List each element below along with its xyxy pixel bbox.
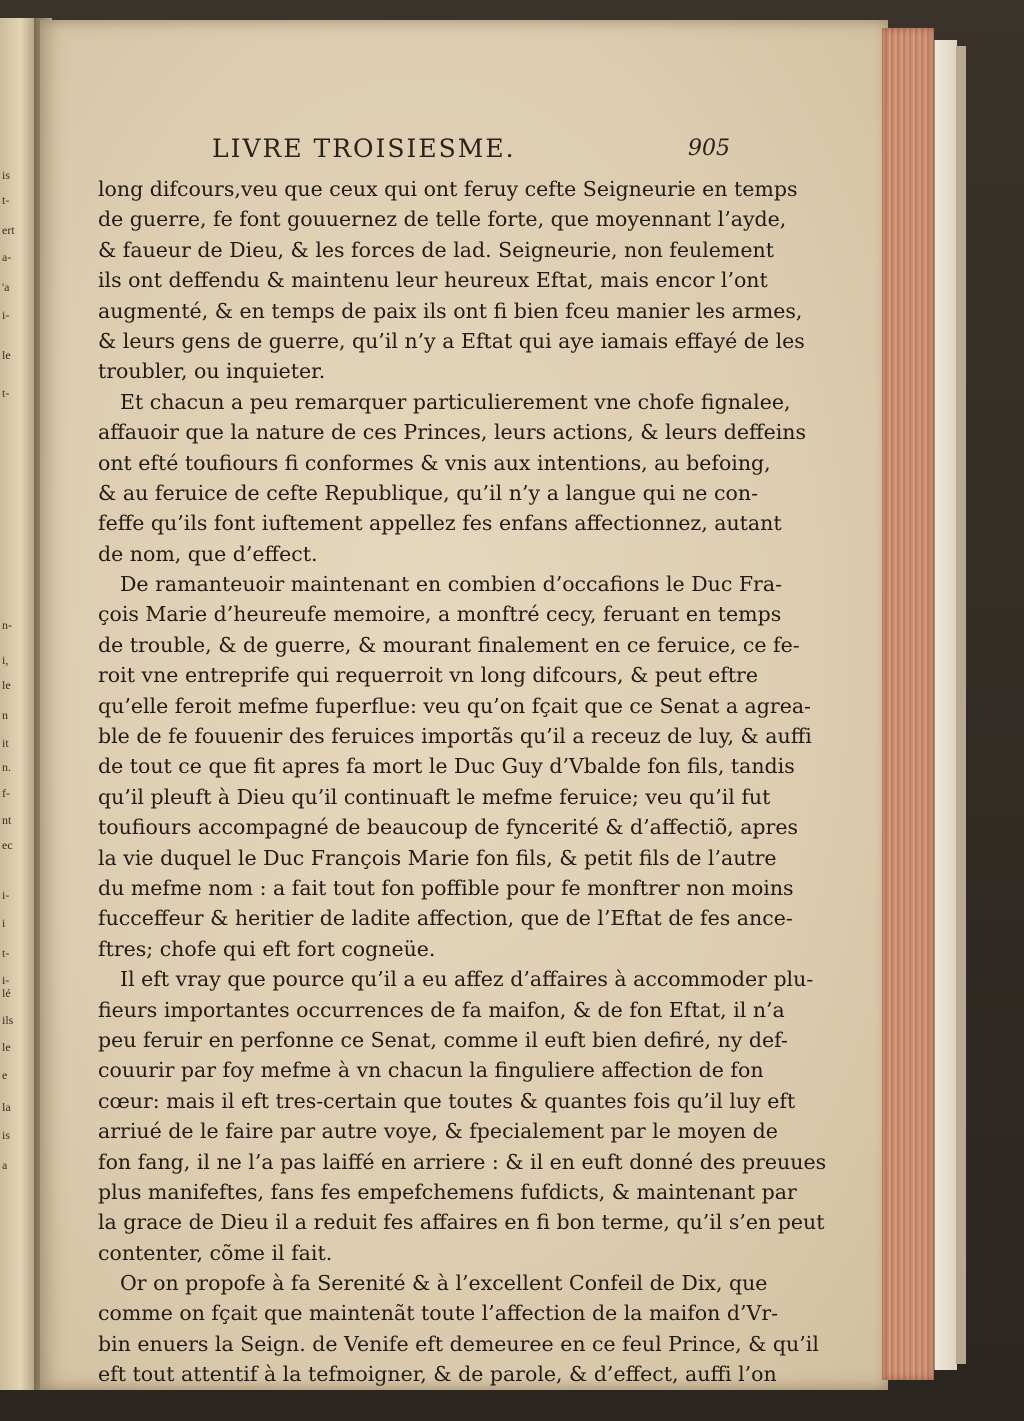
text-line: troubler, ou inquieter.	[98, 359, 326, 384]
text-line: peu feruir en perfonne ce Senat, comme il euft bien defiré, ny def-	[98, 1027, 788, 1052]
text-line: eft tout attentif à la tefmoigner, & de parole, & d’effect, auffi l’on	[98, 1362, 777, 1387]
left-page-fragment: n	[2, 708, 8, 722]
text-line: contenter, cõme il fait.	[98, 1240, 333, 1265]
text-line: feffe qu’ils font iuftement appellez fes enfans affectionnez, autant	[98, 511, 782, 536]
left-page-fragment: t-	[2, 193, 10, 207]
text-line: qu’elle feroit mefme fuperflue: veu qu’on fçait que ce Senat a agrea-	[98, 693, 811, 718]
left-page-fragment: le	[2, 1040, 11, 1054]
text-line: fucceffeur & heritier de ladite affection, que de l’Eftat de fes ance-	[98, 906, 793, 931]
book-page	[40, 20, 888, 1390]
text-line: ils ont deffendu & maintenu leur heureux Eftat, mais encor l’ont	[98, 268, 768, 293]
left-page-fragment: la	[2, 1100, 11, 1114]
text-line: augmenté, & en temps de paix ils ont fi bien fceu manier les armes,	[98, 298, 803, 323]
left-page-fragment: is	[2, 168, 11, 182]
text-line: De ramanteuoir maintenant en combien d’occafions le Duc Fra-	[120, 572, 783, 597]
text-line: de guerre, fe font gouuernez de telle forte, que moyennant l’ayde,	[98, 207, 787, 232]
left-page-fragment: i-	[2, 973, 10, 987]
text-line: ftres; chofe qui eft fort cogneüe.	[98, 936, 436, 961]
left-page-fragment: a	[2, 1158, 8, 1172]
text-line: roit vne entreprife qui requerroit vn long difcours, & peut eftre	[98, 663, 758, 688]
text-line: ont efté toufiours fi conformes & vnis aux intentions, au befoing,	[98, 450, 771, 475]
left-page-fragment: n-	[2, 618, 12, 632]
text-line: Et chacun a peu remarquer particulierement vne chofe fignalee,	[120, 389, 791, 414]
text-line: ble de fe fouuenir des feruices importãs qu’il a receuz de luy, & auffi	[98, 724, 812, 749]
left-page-fragment: f-	[2, 786, 10, 800]
text-line: la grace de Dieu il a reduit fes affaires en fi bon terme, qu’il s’en peut	[98, 1210, 825, 1235]
left-page-fragment: ec	[2, 838, 13, 852]
left-page-fragment: it	[2, 736, 9, 750]
text-line: toufiours accompagné de beaucoup de fyncerité & d’affectiõ, apres	[98, 815, 799, 840]
text-line: de tout ce que fit apres fa mort le Duc Guy d’Vbalde fon fils, tandis	[98, 754, 795, 779]
running-head: LIVRE TROISIESME.	[212, 134, 516, 163]
left-page-fragment: i	[2, 916, 6, 930]
text-line: long difcours,veu que ceux qui ont feruy cefte Seigneurie en temps	[98, 177, 798, 201]
body-text	[98, 174, 827, 1390]
book-board-inner	[956, 46, 966, 1364]
text-line: la vie duquel le Duc François Marie fon fils, & petit fils de l’autre	[98, 845, 777, 870]
left-page-fragment: n.	[2, 760, 11, 774]
text-line: plus manifeftes, fans fes empefchemens fufdicts, & maintenant par	[98, 1179, 797, 1204]
book-board	[934, 40, 957, 1370]
left-page-fragment: t-	[2, 386, 10, 400]
left-page-edge	[0, 18, 35, 1390]
left-page-fragment: a-	[2, 250, 12, 264]
text-line: fieurs importantes occurrences de fa maifon, & de fon Eftat, il n’a	[98, 997, 785, 1022]
text-line: çois Marie d’heureufe memoire, a monftré cecy, feruant en temps	[98, 602, 782, 627]
left-page-fragment: ert	[2, 223, 15, 237]
left-page-fragment: i-	[2, 888, 10, 902]
text-line: du mefme nom : a fait tout fon poffible pour fe monftrer non moins	[98, 875, 794, 900]
text-line: affauoir que la nature de ces Princes, leurs actions, & leurs deffeins	[98, 420, 806, 445]
text-line: arriué de le faire par autre voye, & fpecialement par le moyen de	[98, 1119, 778, 1144]
left-page-fragment: nt	[2, 813, 12, 827]
text-line: fon fang, il ne l’a pas laiffé en arriere : & il en euft donné des preuues	[98, 1149, 827, 1174]
text-line: bin enuers la Seign. de Venife eft demeuree en ce feul Prince, & qu’il	[98, 1331, 819, 1356]
text-line: & leurs gens de guerre, qu’il n’y a Eftat qui aye iamais effayé de les	[98, 328, 805, 353]
left-page-fragment: le	[2, 678, 11, 692]
left-page-fragment: i,	[2, 653, 9, 667]
text-line: de trouble, & de guerre, & mourant finalement en ce feruice, ce fe-	[98, 632, 800, 657]
left-page-fragment: le	[2, 348, 11, 362]
text-line: comme on fçait que maintenãt toute l’affection de la maifon d’Vr-	[98, 1301, 779, 1326]
left-page-fragment: lé	[2, 986, 11, 1000]
text-line: & faueur de Dieu, & les forces de lad. Seigneurie, non feulement	[98, 237, 774, 262]
text-line: Il eft vray que pource qu’il a eu affez d’affaires à accommoder plu-	[120, 967, 814, 992]
text-line: & au feruice de cefte Republique, qu’il n’y a langue qui ne con-	[98, 480, 758, 505]
page-number: 905	[688, 136, 730, 161]
page-edges-red	[882, 28, 934, 1380]
left-page-fragment: e	[2, 1068, 8, 1082]
text-line: de nom, que d’effect.	[98, 541, 318, 566]
left-page-fragment: ils	[2, 1013, 14, 1027]
text-line: couurir par foy mefme à vn chacun la finguliere affection de fon	[98, 1058, 764, 1083]
text-line: qu’il pleuft à Dieu qu’il continuaft le mefme feruice; veu qu’il fut	[98, 784, 771, 809]
left-page-fragment: 'a	[2, 280, 10, 294]
left-page-fragment: i-	[2, 308, 10, 322]
text-line: cœur: mais il eft tres-certain que toutes & quantes fois qu’il luy eft	[98, 1088, 796, 1113]
left-page-fragment: is	[2, 1128, 11, 1142]
left-page-fragment: t-	[2, 946, 10, 960]
text-line: Or on propofe à fa Serenité & à l’excellent Confeil de Dix, que	[120, 1271, 768, 1296]
